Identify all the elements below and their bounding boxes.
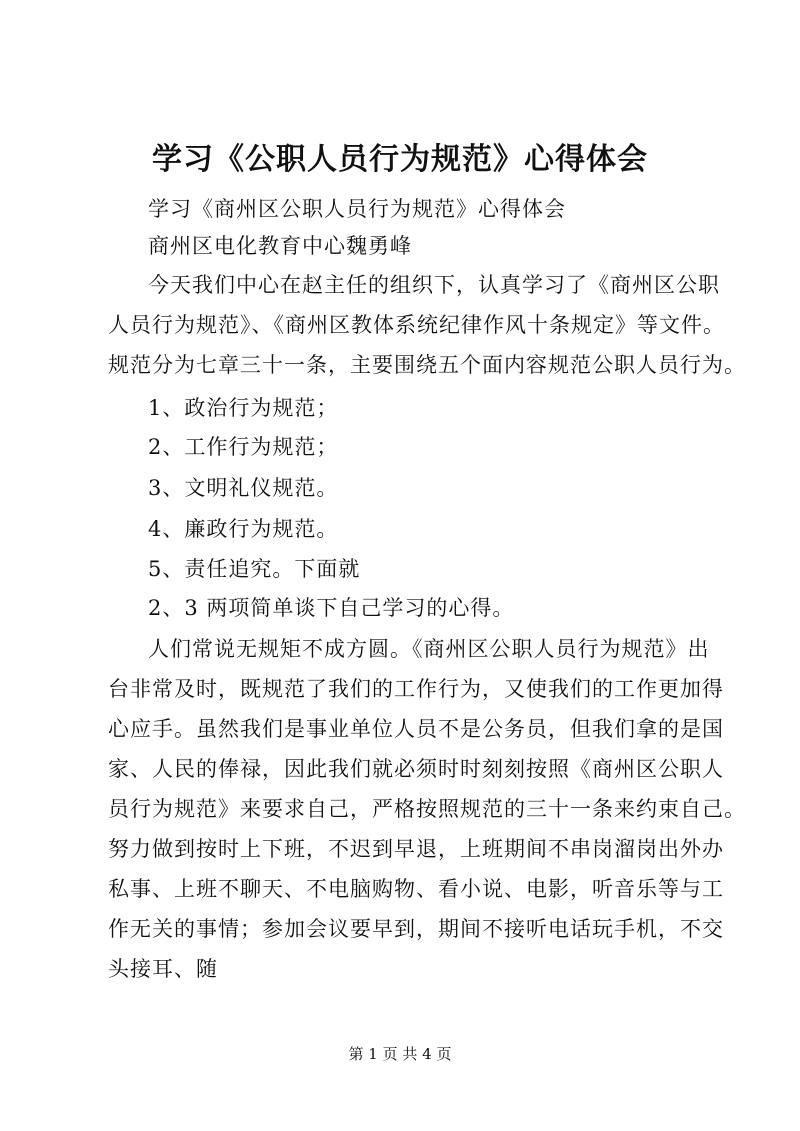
paragraph-2-line-4: 家、人民的俸禄，因此我们就必须时时刻刻按照《商州区公职人	[108, 757, 724, 781]
author-line: 商州区电化教育中心魏勇峰	[148, 234, 412, 258]
paragraph-1-line-3: 规范分为七章三十一条，主要围绕五个面内容规范公职人员行为。	[108, 353, 746, 377]
paragraph-2-line-7: 私事、上班不聊天、不电脑购物、看小说、电影，听音乐等与工	[108, 877, 724, 901]
list-item-6: 2、3 两项简单谈下自己学习的心得。	[148, 596, 515, 620]
page-number: 第 1 页 共 4 页	[348, 1045, 452, 1063]
paragraph-1-line-2: 人员行为规范》、《商州区教体系统纪律作风十条规定》等文件。	[108, 313, 725, 337]
paragraph-2-line-5: 员行为规范》来要求自己，严格按照规范的三十一条来约束自己。	[108, 797, 746, 821]
list-item-4: 4、廉政行为规范。	[148, 517, 339, 541]
subtitle-line: 学习《商州区公职人员行为规范》心得体会	[148, 197, 566, 221]
paragraph-2-line-9: 头接耳、随	[108, 957, 218, 981]
paragraph-1-line-1: 今天我们中心在赵主任的组织下，认真学习了《商州区公职	[148, 273, 720, 297]
paragraph-2-line-2: 台非常及时，既规范了我们的工作行为，又使我们的工作更加得	[108, 677, 724, 701]
paragraph-2-line-6: 努力做到按时上下班，不迟到早退，上班期间不串岗溜岗出外办	[108, 837, 724, 861]
list-item-1: 1、政治行为规范；	[148, 396, 339, 420]
paragraph-2-line-3: 心应手。虽然我们是事业单位人员不是公务员，但我们拿的是国	[108, 717, 724, 741]
paragraph-2-line-1: 人们常说无规矩不成方圆。《商州区公职人员行为规范》出	[148, 637, 710, 661]
list-item-3: 3、文明礼仪规范。	[148, 476, 339, 500]
list-item-2: 2、工作行为规范；	[148, 435, 339, 459]
paragraph-2-line-8: 作无关的事情；参加会议要早到，期间不接听电话玩手机，不交	[108, 917, 724, 941]
document-title: 学习《公职人员行为规范》心得体会	[152, 142, 648, 177]
list-item-5: 5、责任追究。下面就	[148, 557, 361, 581]
